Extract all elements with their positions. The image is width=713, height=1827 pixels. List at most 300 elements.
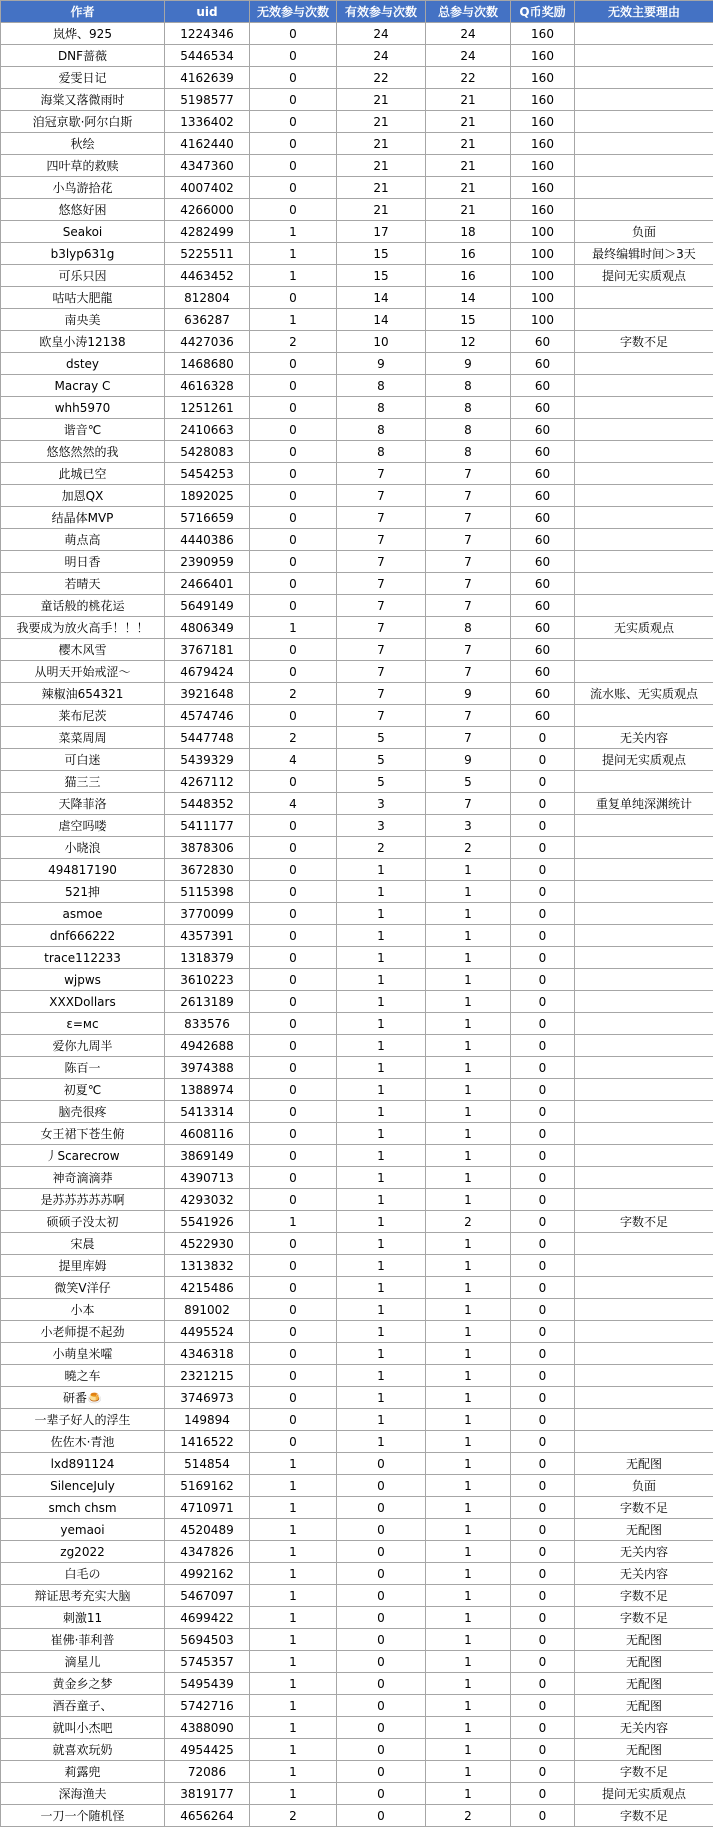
header-total-count: 总参与次数	[426, 1, 511, 23]
table-row	[1, 419, 713, 441]
cell-uid: 3974388	[165, 1057, 250, 1079]
cell-total-count: 22	[426, 67, 511, 89]
cell-author: SilenceJuly	[1, 1475, 165, 1497]
cell-author: yemaoi	[1, 1519, 165, 1541]
cell-invalid-reason	[575, 925, 713, 947]
cell-uid: 5169162	[165, 1475, 250, 1497]
cell-uid: 1318379	[165, 947, 250, 969]
cell-valid-count: 7	[337, 463, 426, 485]
cell-total-count: 1	[426, 1013, 511, 1035]
cell-uid: 2613189	[165, 991, 250, 1013]
cell-author: lxd891124	[1, 1453, 165, 1475]
cell-invalid-count: 0	[250, 155, 337, 177]
cell-total-count: 2	[426, 1211, 511, 1233]
table-row	[1, 67, 713, 89]
cell-invalid-reason: 字数不足	[575, 1761, 713, 1783]
cell-qcoin-reward: 60	[511, 375, 575, 397]
cell-uid: 5411177	[165, 815, 250, 837]
cell-invalid-count: 1	[250, 1475, 337, 1497]
table-row	[1, 485, 713, 507]
header-author: 作者	[1, 1, 165, 23]
cell-author: 丿Scarecrow	[1, 1145, 165, 1167]
cell-invalid-reason	[575, 23, 713, 45]
cell-author: 南央美	[1, 309, 165, 331]
cell-invalid-reason: 字数不足	[575, 331, 713, 353]
cell-uid: 4520489	[165, 1519, 250, 1541]
cell-invalid-reason	[575, 1233, 713, 1255]
cell-valid-count: 1	[337, 1409, 426, 1431]
cell-uid: 3672830	[165, 859, 250, 881]
cell-author: XXXDollars	[1, 991, 165, 1013]
table-row	[1, 1189, 713, 1211]
cell-total-count: 7	[426, 573, 511, 595]
cell-uid: 5446534	[165, 45, 250, 67]
cell-valid-count: 1	[337, 1299, 426, 1321]
cell-qcoin-reward: 100	[511, 243, 575, 265]
cell-invalid-count: 0	[250, 1409, 337, 1431]
cell-valid-count: 2	[337, 837, 426, 859]
cell-qcoin-reward: 60	[511, 507, 575, 529]
cell-valid-count: 21	[337, 155, 426, 177]
table-row	[1, 463, 713, 485]
cell-author: 小晓浪	[1, 837, 165, 859]
table-row	[1, 331, 713, 353]
cell-author: 提里库姆	[1, 1255, 165, 1277]
table-row	[1, 1387, 713, 1409]
cell-author: 滴星儿	[1, 1651, 165, 1673]
cell-author: 佐佐木·青池	[1, 1431, 165, 1453]
cell-invalid-reason	[575, 705, 713, 727]
cell-valid-count: 14	[337, 287, 426, 309]
cell-invalid-count: 0	[250, 199, 337, 221]
cell-invalid-reason: 最终编辑时间＞3天	[575, 243, 713, 265]
table-row	[1, 683, 713, 705]
cell-author: 岚烨、925	[1, 23, 165, 45]
table-row	[1, 1585, 713, 1607]
cell-invalid-reason	[575, 1123, 713, 1145]
cell-invalid-count: 0	[250, 1431, 337, 1453]
cell-valid-count: 1	[337, 1255, 426, 1277]
cell-invalid-reason	[575, 1321, 713, 1343]
cell-invalid-reason: 字数不足	[575, 1805, 713, 1827]
cell-qcoin-reward: 0	[511, 1563, 575, 1585]
cell-invalid-reason: 无关内容	[575, 1563, 713, 1585]
cell-qcoin-reward: 0	[511, 1387, 575, 1409]
cell-invalid-count: 0	[250, 1145, 337, 1167]
cell-author: Macray C	[1, 375, 165, 397]
cell-uid: 5225511	[165, 243, 250, 265]
cell-author: 明日香	[1, 551, 165, 573]
cell-author: 崔佛·菲利普	[1, 1629, 165, 1651]
cell-invalid-reason: 负面	[575, 221, 713, 243]
cell-qcoin-reward: 0	[511, 1167, 575, 1189]
table-row	[1, 23, 713, 45]
cell-uid: 1468680	[165, 353, 250, 375]
cell-total-count: 1	[426, 1475, 511, 1497]
cell-invalid-count: 4	[250, 793, 337, 815]
cell-qcoin-reward: 160	[511, 23, 575, 45]
table-row	[1, 969, 713, 991]
cell-invalid-reason: 字数不足	[575, 1585, 713, 1607]
cell-author: 辩证思考充实大脑	[1, 1585, 165, 1607]
cell-invalid-count: 0	[250, 177, 337, 199]
table-row	[1, 1211, 713, 1233]
cell-uid: 5428083	[165, 441, 250, 463]
cell-invalid-count: 0	[250, 1387, 337, 1409]
cell-total-count: 1	[426, 1607, 511, 1629]
cell-valid-count: 0	[337, 1673, 426, 1695]
cell-invalid-reason: 无配图	[575, 1739, 713, 1761]
cell-invalid-reason	[575, 111, 713, 133]
cell-uid: 4806349	[165, 617, 250, 639]
table-row	[1, 771, 713, 793]
cell-valid-count: 1	[337, 1123, 426, 1145]
header-row	[1, 1, 713, 23]
cell-uid: 4162440	[165, 133, 250, 155]
cell-uid: 3610223	[165, 969, 250, 991]
cell-valid-count: 0	[337, 1739, 426, 1761]
cell-valid-count: 1	[337, 1167, 426, 1189]
cell-qcoin-reward: 0	[511, 1431, 575, 1453]
cell-total-count: 1	[426, 1035, 511, 1057]
cell-valid-count: 1	[337, 1035, 426, 1057]
cell-uid: 4679424	[165, 661, 250, 683]
cell-total-count: 21	[426, 155, 511, 177]
cell-qcoin-reward: 60	[511, 331, 575, 353]
cell-uid: 5716659	[165, 507, 250, 529]
cell-total-count: 1	[426, 1167, 511, 1189]
cell-invalid-count: 0	[250, 859, 337, 881]
table-row	[1, 1013, 713, 1035]
cell-valid-count: 1	[337, 1189, 426, 1211]
cell-qcoin-reward: 60	[511, 683, 575, 705]
cell-valid-count: 5	[337, 771, 426, 793]
cell-invalid-reason: 流水账、无实质观点	[575, 683, 713, 705]
cell-uid: 4616328	[165, 375, 250, 397]
cell-valid-count: 0	[337, 1497, 426, 1519]
cell-qcoin-reward: 160	[511, 111, 575, 133]
cell-author: 小鸟游拾花	[1, 177, 165, 199]
cell-total-count: 9	[426, 353, 511, 375]
cell-author: 童话般的桃花运	[1, 595, 165, 617]
cell-valid-count: 1	[337, 991, 426, 1013]
cell-qcoin-reward: 60	[511, 353, 575, 375]
cell-invalid-count: 2	[250, 683, 337, 705]
cell-author: 欧皇小涛12138	[1, 331, 165, 353]
cell-invalid-reason	[575, 463, 713, 485]
cell-total-count: 7	[426, 485, 511, 507]
cell-invalid-reason: 无配图	[575, 1629, 713, 1651]
cell-invalid-count: 1	[250, 1761, 337, 1783]
cell-author: 樱木风雪	[1, 639, 165, 661]
table-row	[1, 1343, 713, 1365]
cell-qcoin-reward: 0	[511, 771, 575, 793]
cell-valid-count: 7	[337, 485, 426, 507]
cell-invalid-reason	[575, 397, 713, 419]
cell-author: 一刀一个随机怪	[1, 1805, 165, 1827]
cell-invalid-count: 0	[250, 815, 337, 837]
cell-invalid-reason	[575, 1145, 713, 1167]
cell-qcoin-reward: 0	[511, 1717, 575, 1739]
cell-invalid-count: 0	[250, 1255, 337, 1277]
cell-invalid-count: 0	[250, 1189, 337, 1211]
cell-invalid-reason: 无实质观点	[575, 617, 713, 639]
cell-total-count: 21	[426, 199, 511, 221]
cell-qcoin-reward: 60	[511, 441, 575, 463]
cell-invalid-count: 0	[250, 991, 337, 1013]
cell-qcoin-reward: 0	[511, 1365, 575, 1387]
cell-qcoin-reward: 0	[511, 1519, 575, 1541]
cell-total-count: 7	[426, 793, 511, 815]
cell-invalid-count: 1	[250, 1717, 337, 1739]
cell-invalid-count: 0	[250, 661, 337, 683]
cell-uid: 1251261	[165, 397, 250, 419]
cell-author: 初夏℃	[1, 1079, 165, 1101]
cell-total-count: 1	[426, 1739, 511, 1761]
cell-qcoin-reward: 0	[511, 925, 575, 947]
cell-invalid-reason	[575, 1079, 713, 1101]
cell-valid-count: 1	[337, 1101, 426, 1123]
cell-uid: 5495439	[165, 1673, 250, 1695]
cell-invalid-reason	[575, 133, 713, 155]
cell-qcoin-reward: 60	[511, 617, 575, 639]
cell-invalid-reason	[575, 837, 713, 859]
cell-invalid-reason	[575, 287, 713, 309]
cell-qcoin-reward: 0	[511, 1805, 575, 1827]
cell-valid-count: 0	[337, 1453, 426, 1475]
cell-uid: 4388090	[165, 1717, 250, 1739]
cell-total-count: 1	[426, 903, 511, 925]
cell-qcoin-reward: 0	[511, 1277, 575, 1299]
cell-total-count: 1	[426, 1717, 511, 1739]
cell-total-count: 1	[426, 1343, 511, 1365]
cell-total-count: 7	[426, 705, 511, 727]
cell-total-count: 1	[426, 1695, 511, 1717]
cell-total-count: 1	[426, 1519, 511, 1541]
cell-valid-count: 0	[337, 1541, 426, 1563]
cell-author: 女王裙下苍生俯	[1, 1123, 165, 1145]
cell-uid: 3819177	[165, 1783, 250, 1805]
cell-total-count: 1	[426, 881, 511, 903]
cell-uid: 4463452	[165, 265, 250, 287]
cell-total-count: 12	[426, 331, 511, 353]
cell-author: 一辈子好人的浮生	[1, 1409, 165, 1431]
cell-total-count: 3	[426, 815, 511, 837]
cell-total-count: 1	[426, 1629, 511, 1651]
cell-total-count: 14	[426, 287, 511, 309]
cell-invalid-count: 0	[250, 1035, 337, 1057]
table-row	[1, 793, 713, 815]
cell-total-count: 1	[426, 1057, 511, 1079]
cell-invalid-reason	[575, 507, 713, 529]
table-row	[1, 551, 713, 573]
cell-invalid-reason	[575, 89, 713, 111]
cell-invalid-reason	[575, 639, 713, 661]
cell-valid-count: 0	[337, 1629, 426, 1651]
cell-author: whh5970	[1, 397, 165, 419]
cell-uid: 3770099	[165, 903, 250, 925]
cell-qcoin-reward: 160	[511, 89, 575, 111]
cell-author: 从明天开始戒涩～	[1, 661, 165, 683]
cell-invalid-count: 1	[250, 265, 337, 287]
cell-qcoin-reward: 0	[511, 793, 575, 815]
cell-invalid-count: 0	[250, 1101, 337, 1123]
cell-qcoin-reward: 160	[511, 133, 575, 155]
cell-total-count: 1	[426, 1365, 511, 1387]
cell-total-count: 1	[426, 1299, 511, 1321]
cell-uid: 5198577	[165, 89, 250, 111]
cell-valid-count: 1	[337, 1057, 426, 1079]
cell-invalid-reason	[575, 1057, 713, 1079]
cell-invalid-reason: 字数不足	[575, 1607, 713, 1629]
cell-qcoin-reward: 0	[511, 1145, 575, 1167]
cell-invalid-reason	[575, 1255, 713, 1277]
table-row	[1, 1695, 713, 1717]
cell-invalid-count: 0	[250, 595, 337, 617]
cell-total-count: 16	[426, 265, 511, 287]
cell-valid-count: 9	[337, 353, 426, 375]
cell-invalid-reason	[575, 969, 713, 991]
cell-invalid-reason	[575, 1365, 713, 1387]
table-row	[1, 947, 713, 969]
cell-invalid-count: 0	[250, 551, 337, 573]
cell-qcoin-reward: 0	[511, 991, 575, 1013]
cell-invalid-count: 0	[250, 287, 337, 309]
cell-total-count: 1	[426, 1783, 511, 1805]
cell-uid: 5649149	[165, 595, 250, 617]
table-row	[1, 1299, 713, 1321]
cell-valid-count: 14	[337, 309, 426, 331]
cell-uid: 1892025	[165, 485, 250, 507]
cell-invalid-reason: 提问无实质观点	[575, 1783, 713, 1805]
cell-uid: 4495524	[165, 1321, 250, 1343]
cell-invalid-count: 0	[250, 947, 337, 969]
table-row	[1, 859, 713, 881]
cell-invalid-reason: 提问无实质观点	[575, 265, 713, 287]
cell-valid-count: 21	[337, 133, 426, 155]
table-row	[1, 45, 713, 67]
cell-total-count: 21	[426, 177, 511, 199]
cell-invalid-count: 0	[250, 639, 337, 661]
cell-invalid-reason	[575, 529, 713, 551]
cell-total-count: 1	[426, 1453, 511, 1475]
cell-invalid-reason: 无关内容	[575, 727, 713, 749]
cell-uid: 5467097	[165, 1585, 250, 1607]
cell-valid-count: 1	[337, 1343, 426, 1365]
cell-total-count: 21	[426, 133, 511, 155]
header-invalid-count: 无效参与次数	[250, 1, 337, 23]
table-row	[1, 617, 713, 639]
cell-uid: 1388974	[165, 1079, 250, 1101]
cell-invalid-count: 0	[250, 705, 337, 727]
cell-invalid-reason	[575, 1409, 713, 1431]
cell-invalid-reason	[575, 1431, 713, 1453]
table-row	[1, 265, 713, 287]
cell-uid: 4282499	[165, 221, 250, 243]
cell-uid: 5439329	[165, 749, 250, 771]
cell-total-count: 8	[426, 375, 511, 397]
cell-invalid-reason	[575, 661, 713, 683]
cell-invalid-reason	[575, 595, 713, 617]
cell-author: 秋绘	[1, 133, 165, 155]
cell-total-count: 21	[426, 111, 511, 133]
cell-qcoin-reward: 0	[511, 1321, 575, 1343]
cell-author: 咕咕大肥龍	[1, 287, 165, 309]
cell-total-count: 24	[426, 45, 511, 67]
cell-uid: 3878306	[165, 837, 250, 859]
cell-uid: 4293032	[165, 1189, 250, 1211]
cell-invalid-reason: 无配图	[575, 1673, 713, 1695]
cell-uid: 2466401	[165, 573, 250, 595]
cell-valid-count: 0	[337, 1805, 426, 1827]
cell-invalid-count: 0	[250, 529, 337, 551]
cell-valid-count: 0	[337, 1761, 426, 1783]
cell-uid: 5745357	[165, 1651, 250, 1673]
table-row	[1, 749, 713, 771]
cell-qcoin-reward: 0	[511, 1497, 575, 1519]
cell-valid-count: 7	[337, 507, 426, 529]
cell-uid: 4656264	[165, 1805, 250, 1827]
cell-total-count: 1	[426, 947, 511, 969]
cell-total-count: 9	[426, 749, 511, 771]
table-row	[1, 1673, 713, 1695]
cell-invalid-count: 4	[250, 749, 337, 771]
cell-valid-count: 8	[337, 397, 426, 419]
cell-invalid-count: 0	[250, 1321, 337, 1343]
cell-qcoin-reward: 0	[511, 1013, 575, 1035]
cell-qcoin-reward: 160	[511, 199, 575, 221]
cell-valid-count: 15	[337, 243, 426, 265]
cell-invalid-reason	[575, 1387, 713, 1409]
cell-invalid-count: 1	[250, 1629, 337, 1651]
cell-uid: 5115398	[165, 881, 250, 903]
cell-valid-count: 17	[337, 221, 426, 243]
cell-author: 爱你九周半	[1, 1035, 165, 1057]
cell-invalid-count: 1	[250, 1453, 337, 1475]
cell-author: ε=мc	[1, 1013, 165, 1035]
cell-total-count: 8	[426, 419, 511, 441]
cell-qcoin-reward: 0	[511, 859, 575, 881]
cell-invalid-reason: 字数不足	[575, 1497, 713, 1519]
cell-invalid-reason	[575, 155, 713, 177]
cell-author: 海棠又落微雨时	[1, 89, 165, 111]
cell-qcoin-reward: 0	[511, 1695, 575, 1717]
cell-valid-count: 0	[337, 1475, 426, 1497]
cell-uid: 4992162	[165, 1563, 250, 1585]
cell-valid-count: 0	[337, 1519, 426, 1541]
header-qcoin-reward: Q币奖励	[511, 1, 575, 23]
cell-qcoin-reward: 0	[511, 1035, 575, 1057]
cell-invalid-count: 0	[250, 23, 337, 45]
cell-qcoin-reward: 0	[511, 1123, 575, 1145]
cell-uid: 5447748	[165, 727, 250, 749]
cell-valid-count: 1	[337, 1365, 426, 1387]
cell-uid: 3767181	[165, 639, 250, 661]
cell-invalid-reason	[575, 375, 713, 397]
table-row	[1, 573, 713, 595]
cell-author: 辣椒油654321	[1, 683, 165, 705]
cell-qcoin-reward: 60	[511, 485, 575, 507]
cell-total-count: 1	[426, 1409, 511, 1431]
cell-uid: 4522930	[165, 1233, 250, 1255]
cell-valid-count: 1	[337, 1013, 426, 1035]
table-row	[1, 1035, 713, 1057]
cell-qcoin-reward: 0	[511, 1299, 575, 1321]
cell-uid: 833576	[165, 1013, 250, 1035]
cell-valid-count: 1	[337, 947, 426, 969]
cell-total-count: 24	[426, 23, 511, 45]
cell-author: dstey	[1, 353, 165, 375]
